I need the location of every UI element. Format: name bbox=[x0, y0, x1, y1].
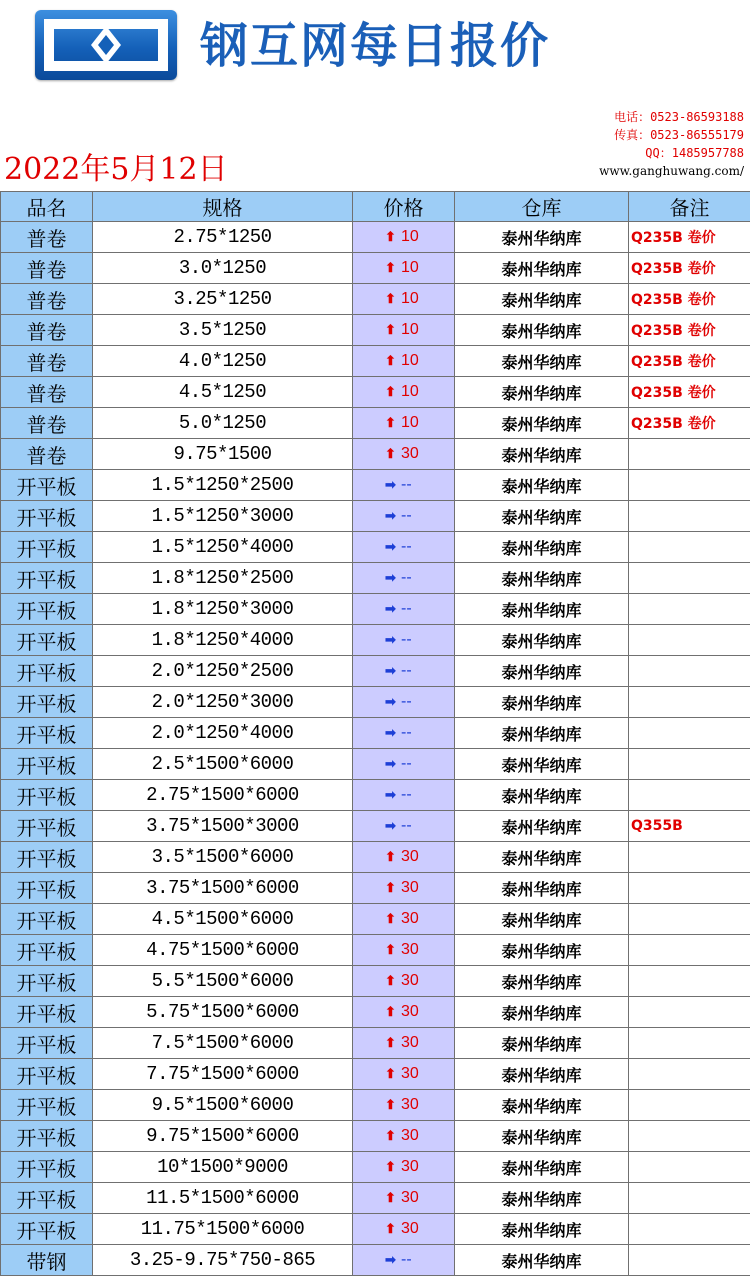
product-spec: 4.0*1250 bbox=[93, 346, 353, 377]
product-name: 开平板 bbox=[1, 470, 93, 501]
arrow-up-icon: ⬆ bbox=[385, 1004, 399, 1020]
warehouse-name: 泰州华纳库 bbox=[455, 811, 629, 842]
row-note bbox=[629, 718, 750, 749]
row-note bbox=[629, 501, 750, 532]
warehouse-name: 泰州华纳库 bbox=[455, 966, 629, 997]
price-change-value: 30 bbox=[401, 972, 419, 989]
price-change-value: 30 bbox=[401, 879, 419, 896]
product-spec: 3.75*1500*6000 bbox=[93, 873, 353, 904]
row-note bbox=[629, 470, 750, 501]
warehouse-name: 泰州华纳库 bbox=[455, 315, 629, 346]
table-row bbox=[1, 563, 750, 594]
table-row bbox=[1, 687, 750, 718]
warehouse-name: 泰州华纳库 bbox=[455, 904, 629, 935]
product-name: 开平板 bbox=[1, 904, 93, 935]
product-spec: 9.5*1500*6000 bbox=[93, 1090, 353, 1121]
table-header-row bbox=[1, 192, 750, 222]
price-change-value: 10 bbox=[401, 228, 419, 245]
product-name: 开平板 bbox=[1, 718, 93, 749]
warehouse-name: 泰州华纳库 bbox=[455, 346, 629, 377]
price-change-value: -- bbox=[401, 755, 412, 772]
product-spec: 5.75*1500*6000 bbox=[93, 997, 353, 1028]
product-spec: 1.5*1250*4000 bbox=[93, 532, 353, 563]
price-change-value: -- bbox=[401, 476, 412, 493]
table-row bbox=[1, 501, 750, 532]
column-header-name: 品名 bbox=[1, 192, 93, 222]
row-note bbox=[629, 935, 750, 966]
row-note: Q355B bbox=[629, 811, 750, 842]
arrow-right-icon: ➡ bbox=[385, 694, 399, 710]
warehouse-name: 泰州华纳库 bbox=[455, 780, 629, 811]
product-spec: 2.0*1250*4000 bbox=[93, 718, 353, 749]
arrow-right-icon: ➡ bbox=[385, 570, 399, 586]
row-note bbox=[629, 563, 750, 594]
warehouse-name: 泰州华纳库 bbox=[455, 997, 629, 1028]
arrow-up-icon: ⬆ bbox=[385, 384, 399, 400]
warehouse-name: 泰州华纳库 bbox=[455, 1121, 629, 1152]
product-spec: 9.75*1500 bbox=[93, 439, 353, 470]
price-change-value: 10 bbox=[401, 259, 419, 276]
price-change-value: 30 bbox=[401, 1065, 419, 1082]
price-change-value: -- bbox=[401, 569, 412, 586]
product-spec: 5.5*1500*6000 bbox=[93, 966, 353, 997]
row-note: Q235B 卷价 bbox=[629, 408, 750, 439]
arrow-up-icon: ⬆ bbox=[385, 353, 399, 369]
fax-text: 传真：0523-86555179 bbox=[444, 126, 744, 144]
price-change bbox=[353, 594, 455, 625]
price-rows bbox=[1, 222, 750, 1276]
price-change bbox=[353, 656, 455, 687]
table-row bbox=[1, 346, 750, 377]
price-change-value: 30 bbox=[401, 1189, 419, 1206]
price-change bbox=[353, 1183, 455, 1214]
price-change bbox=[353, 470, 455, 501]
price-change bbox=[353, 904, 455, 935]
price-change-value: -- bbox=[401, 693, 412, 710]
warehouse-name: 泰州华纳库 bbox=[455, 1245, 629, 1276]
arrow-right-icon: ➡ bbox=[385, 601, 399, 617]
arrow-right-icon: ➡ bbox=[385, 508, 399, 524]
product-name: 开平板 bbox=[1, 1183, 93, 1214]
row-note bbox=[629, 1090, 750, 1121]
row-note bbox=[629, 873, 750, 904]
arrow-right-icon: ➡ bbox=[385, 632, 399, 648]
product-name: 开平板 bbox=[1, 501, 93, 532]
arrow-up-icon: ⬆ bbox=[385, 1097, 399, 1113]
product-spec: 1.5*1250*3000 bbox=[93, 501, 353, 532]
warehouse-name: 泰州华纳库 bbox=[455, 1152, 629, 1183]
warehouse-name: 泰州华纳库 bbox=[455, 873, 629, 904]
table-row bbox=[1, 1152, 750, 1183]
price-change-value: -- bbox=[401, 724, 412, 741]
table-row bbox=[1, 439, 750, 470]
product-spec: 3.5*1500*6000 bbox=[93, 842, 353, 873]
warehouse-name: 泰州华纳库 bbox=[455, 1183, 629, 1214]
price-change bbox=[353, 222, 455, 253]
warehouse-name: 泰州华纳库 bbox=[455, 718, 629, 749]
price-change bbox=[353, 718, 455, 749]
price-change bbox=[353, 439, 455, 470]
table-row bbox=[1, 718, 750, 749]
row-note bbox=[629, 656, 750, 687]
warehouse-name: 泰州华纳库 bbox=[455, 470, 629, 501]
product-spec: 11.75*1500*6000 bbox=[93, 1214, 353, 1245]
warehouse-name: 泰州华纳库 bbox=[455, 1214, 629, 1245]
row-note bbox=[629, 687, 750, 718]
row-note bbox=[629, 439, 750, 470]
product-spec: 7.5*1500*6000 bbox=[93, 1028, 353, 1059]
product-spec: 3.75*1500*3000 bbox=[93, 811, 353, 842]
product-name: 开平板 bbox=[1, 966, 93, 997]
warehouse-name: 泰州华纳库 bbox=[455, 1090, 629, 1121]
price-change bbox=[353, 346, 455, 377]
price-change-value: -- bbox=[401, 507, 412, 524]
price-change bbox=[353, 532, 455, 563]
warehouse-name: 泰州华纳库 bbox=[455, 408, 629, 439]
row-note bbox=[629, 1214, 750, 1245]
table-row bbox=[1, 1121, 750, 1152]
quote-date: 2022年5月12日 bbox=[4, 150, 228, 190]
row-note bbox=[629, 1245, 750, 1276]
table-row bbox=[1, 1245, 750, 1276]
column-header-note: 备注 bbox=[629, 192, 750, 222]
table-row bbox=[1, 377, 750, 408]
page-header bbox=[0, 0, 750, 220]
product-name: 开平板 bbox=[1, 1214, 93, 1245]
product-spec: 3.0*1250 bbox=[93, 253, 353, 284]
product-name: 开平板 bbox=[1, 749, 93, 780]
price-change bbox=[353, 1121, 455, 1152]
product-spec: 2.0*1250*2500 bbox=[93, 656, 353, 687]
price-change-value: 10 bbox=[401, 352, 419, 369]
product-spec: 10*1500*9000 bbox=[93, 1152, 353, 1183]
ganghuwang-logo bbox=[35, 10, 177, 80]
table-row bbox=[1, 315, 750, 346]
table-row bbox=[1, 873, 750, 904]
product-spec: 4.75*1500*6000 bbox=[93, 935, 353, 966]
table-row bbox=[1, 966, 750, 997]
arrow-up-icon: ⬆ bbox=[385, 1066, 399, 1082]
table-row bbox=[1, 904, 750, 935]
arrow-up-icon: ⬆ bbox=[385, 1128, 399, 1144]
arrow-up-icon: ⬆ bbox=[385, 291, 399, 307]
product-name: 普卷 bbox=[1, 253, 93, 284]
table-row bbox=[1, 222, 750, 253]
arrow-right-icon: ➡ bbox=[385, 663, 399, 679]
product-spec: 9.75*1500*6000 bbox=[93, 1121, 353, 1152]
price-change bbox=[353, 1059, 455, 1090]
product-spec: 2.5*1500*6000 bbox=[93, 749, 353, 780]
row-note bbox=[629, 1028, 750, 1059]
arrow-right-icon: ➡ bbox=[385, 725, 399, 741]
product-spec: 3.25-9.75*750-865 bbox=[93, 1245, 353, 1276]
arrow-up-icon: ⬆ bbox=[385, 229, 399, 245]
row-note bbox=[629, 532, 750, 563]
price-change bbox=[353, 811, 455, 842]
product-name: 开平板 bbox=[1, 656, 93, 687]
row-note: Q235B 卷价 bbox=[629, 284, 750, 315]
arrow-up-icon: ⬆ bbox=[385, 911, 399, 927]
arrow-up-icon: ⬆ bbox=[385, 1159, 399, 1175]
arrow-up-icon: ⬆ bbox=[385, 415, 399, 431]
product-name: 开平板 bbox=[1, 594, 93, 625]
product-name: 普卷 bbox=[1, 222, 93, 253]
price-change-value: 30 bbox=[401, 1127, 419, 1144]
row-note bbox=[629, 904, 750, 935]
row-note bbox=[629, 1152, 750, 1183]
table-row bbox=[1, 594, 750, 625]
price-change-value: -- bbox=[401, 662, 412, 679]
row-note bbox=[629, 594, 750, 625]
row-note: Q235B 卷价 bbox=[629, 315, 750, 346]
product-spec: 1.8*1250*4000 bbox=[93, 625, 353, 656]
qq-text: QQ：1485957788 bbox=[444, 144, 744, 162]
price-change-value: 30 bbox=[401, 941, 419, 958]
price-change bbox=[353, 1090, 455, 1121]
arrow-up-icon: ⬆ bbox=[385, 973, 399, 989]
row-note bbox=[629, 1059, 750, 1090]
product-spec: 11.5*1500*6000 bbox=[93, 1183, 353, 1214]
warehouse-name: 泰州华纳库 bbox=[455, 656, 629, 687]
product-name: 开平板 bbox=[1, 532, 93, 563]
table-row bbox=[1, 532, 750, 563]
warehouse-name: 泰州华纳库 bbox=[455, 842, 629, 873]
price-change-value: 30 bbox=[401, 1034, 419, 1051]
product-spec: 2.0*1250*3000 bbox=[93, 687, 353, 718]
warehouse-name: 泰州华纳库 bbox=[455, 377, 629, 408]
product-name: 普卷 bbox=[1, 377, 93, 408]
price-change bbox=[353, 997, 455, 1028]
column-header-spec: 规格 bbox=[93, 192, 353, 222]
product-spec: 3.5*1250 bbox=[93, 315, 353, 346]
row-note bbox=[629, 625, 750, 656]
price-change-value: 30 bbox=[401, 910, 419, 927]
warehouse-name: 泰州华纳库 bbox=[455, 501, 629, 532]
product-spec: 3.25*1250 bbox=[93, 284, 353, 315]
price-change bbox=[353, 1152, 455, 1183]
price-change-value: 30 bbox=[401, 445, 419, 462]
row-note bbox=[629, 1121, 750, 1152]
arrow-right-icon: ➡ bbox=[385, 756, 399, 772]
price-change bbox=[353, 966, 455, 997]
price-change bbox=[353, 873, 455, 904]
table-row bbox=[1, 1028, 750, 1059]
table-row bbox=[1, 625, 750, 656]
contact-info bbox=[444, 108, 744, 180]
page-title: 钢互网每日报价 bbox=[200, 14, 550, 78]
product-name: 开平板 bbox=[1, 1059, 93, 1090]
arrow-right-icon: ➡ bbox=[385, 818, 399, 834]
price-change-value: -- bbox=[401, 1251, 412, 1268]
table-row bbox=[1, 253, 750, 284]
product-name: 开平板 bbox=[1, 1028, 93, 1059]
table-row bbox=[1, 749, 750, 780]
product-name: 普卷 bbox=[1, 346, 93, 377]
row-note bbox=[629, 1183, 750, 1214]
price-change bbox=[353, 1028, 455, 1059]
price-change bbox=[353, 253, 455, 284]
arrow-up-icon: ⬆ bbox=[385, 446, 399, 462]
product-name: 开平板 bbox=[1, 1090, 93, 1121]
product-name: 开平板 bbox=[1, 935, 93, 966]
table-row bbox=[1, 1214, 750, 1245]
row-note bbox=[629, 842, 750, 873]
product-name: 开平板 bbox=[1, 1121, 93, 1152]
product-name: 开平板 bbox=[1, 563, 93, 594]
warehouse-name: 泰州华纳库 bbox=[455, 935, 629, 966]
arrow-right-icon: ➡ bbox=[385, 539, 399, 555]
product-name: 开平板 bbox=[1, 625, 93, 656]
warehouse-name: 泰州华纳库 bbox=[455, 594, 629, 625]
row-note: Q235B 卷价 bbox=[629, 377, 750, 408]
product-name: 普卷 bbox=[1, 408, 93, 439]
warehouse-name: 泰州华纳库 bbox=[455, 687, 629, 718]
product-spec: 4.5*1250 bbox=[93, 377, 353, 408]
table-row bbox=[1, 935, 750, 966]
price-change bbox=[353, 563, 455, 594]
arrow-up-icon: ⬆ bbox=[385, 1035, 399, 1051]
arrow-up-icon: ⬆ bbox=[385, 1190, 399, 1206]
product-spec: 2.75*1500*6000 bbox=[93, 780, 353, 811]
price-change-value: -- bbox=[401, 600, 412, 617]
price-change-value: -- bbox=[401, 538, 412, 555]
row-note bbox=[629, 966, 750, 997]
product-spec: 5.0*1250 bbox=[93, 408, 353, 439]
warehouse-name: 泰州华纳库 bbox=[455, 532, 629, 563]
product-name: 开平板 bbox=[1, 873, 93, 904]
product-name: 普卷 bbox=[1, 284, 93, 315]
product-spec: 1.8*1250*2500 bbox=[93, 563, 353, 594]
table-row bbox=[1, 284, 750, 315]
row-note bbox=[629, 997, 750, 1028]
website-link[interactable]: www.ganghuwang.com/ bbox=[444, 162, 744, 180]
row-note bbox=[629, 749, 750, 780]
row-note bbox=[629, 780, 750, 811]
price-change-value: -- bbox=[401, 631, 412, 648]
table-row bbox=[1, 1090, 750, 1121]
arrow-right-icon: ➡ bbox=[385, 1252, 399, 1268]
price-change-value: -- bbox=[401, 786, 412, 803]
price-change bbox=[353, 625, 455, 656]
warehouse-name: 泰州华纳库 bbox=[455, 563, 629, 594]
table-row bbox=[1, 780, 750, 811]
price-change bbox=[353, 780, 455, 811]
product-name: 带钢 bbox=[1, 1245, 93, 1276]
warehouse-name: 泰州华纳库 bbox=[455, 222, 629, 253]
arrow-up-icon: ⬆ bbox=[385, 880, 399, 896]
price-change-value: 30 bbox=[401, 1220, 419, 1237]
price-change-value: 10 bbox=[401, 290, 419, 307]
product-spec: 1.5*1250*2500 bbox=[93, 470, 353, 501]
warehouse-name: 泰州华纳库 bbox=[455, 439, 629, 470]
warehouse-name: 泰州华纳库 bbox=[455, 284, 629, 315]
product-name: 开平板 bbox=[1, 997, 93, 1028]
price-change-value: -- bbox=[401, 817, 412, 834]
product-name: 开平板 bbox=[1, 1152, 93, 1183]
table-row bbox=[1, 997, 750, 1028]
warehouse-name: 泰州华纳库 bbox=[455, 1028, 629, 1059]
price-change bbox=[353, 315, 455, 346]
price-change-value: 30 bbox=[401, 1003, 419, 1020]
price-change bbox=[353, 687, 455, 718]
warehouse-name: 泰州华纳库 bbox=[455, 625, 629, 656]
product-name: 开平板 bbox=[1, 687, 93, 718]
product-spec: 2.75*1250 bbox=[93, 222, 353, 253]
table-row bbox=[1, 470, 750, 501]
price-change bbox=[353, 749, 455, 780]
table-row bbox=[1, 811, 750, 842]
arrow-right-icon: ➡ bbox=[385, 477, 399, 493]
price-change bbox=[353, 1245, 455, 1276]
table-row bbox=[1, 656, 750, 687]
arrow-up-icon: ⬆ bbox=[385, 942, 399, 958]
price-change-value: 30 bbox=[401, 1096, 419, 1113]
phone-text: 电话：0523-86593188 bbox=[444, 108, 744, 126]
product-spec: 1.8*1250*3000 bbox=[93, 594, 353, 625]
row-note: Q235B 卷价 bbox=[629, 222, 750, 253]
price-change-value: 10 bbox=[401, 383, 419, 400]
price-change-value: 10 bbox=[401, 414, 419, 431]
price-change-value: 10 bbox=[401, 321, 419, 338]
table-row bbox=[1, 1059, 750, 1090]
table-row bbox=[1, 842, 750, 873]
warehouse-name: 泰州华纳库 bbox=[455, 749, 629, 780]
product-name: 普卷 bbox=[1, 439, 93, 470]
price-change bbox=[353, 935, 455, 966]
arrow-up-icon: ⬆ bbox=[385, 322, 399, 338]
table-row bbox=[1, 408, 750, 439]
arrow-right-icon: ➡ bbox=[385, 787, 399, 803]
price-change bbox=[353, 408, 455, 439]
price-change bbox=[353, 501, 455, 532]
arrow-up-icon: ⬆ bbox=[385, 260, 399, 276]
warehouse-name: 泰州华纳库 bbox=[455, 253, 629, 284]
product-name: 普卷 bbox=[1, 315, 93, 346]
warehouse-name: 泰州华纳库 bbox=[455, 1059, 629, 1090]
table-row bbox=[1, 1183, 750, 1214]
product-name: 开平板 bbox=[1, 780, 93, 811]
price-change bbox=[353, 284, 455, 315]
product-spec: 4.5*1500*6000 bbox=[93, 904, 353, 935]
row-note: Q235B 卷价 bbox=[629, 253, 750, 284]
column-header-warehouse: 仓库 bbox=[455, 192, 629, 222]
price-change bbox=[353, 1214, 455, 1245]
product-spec: 7.75*1500*6000 bbox=[93, 1059, 353, 1090]
row-note: Q235B 卷价 bbox=[629, 346, 750, 377]
price-change-value: 30 bbox=[401, 848, 419, 865]
price-table bbox=[0, 191, 750, 1276]
arrow-up-icon: ⬆ bbox=[385, 849, 399, 865]
product-name: 开平板 bbox=[1, 842, 93, 873]
price-change-value: 30 bbox=[401, 1158, 419, 1175]
price-change bbox=[353, 842, 455, 873]
product-name: 开平板 bbox=[1, 811, 93, 842]
arrow-up-icon: ⬆ bbox=[385, 1221, 399, 1237]
column-header-price: 价格 bbox=[353, 192, 455, 222]
price-change bbox=[353, 377, 455, 408]
